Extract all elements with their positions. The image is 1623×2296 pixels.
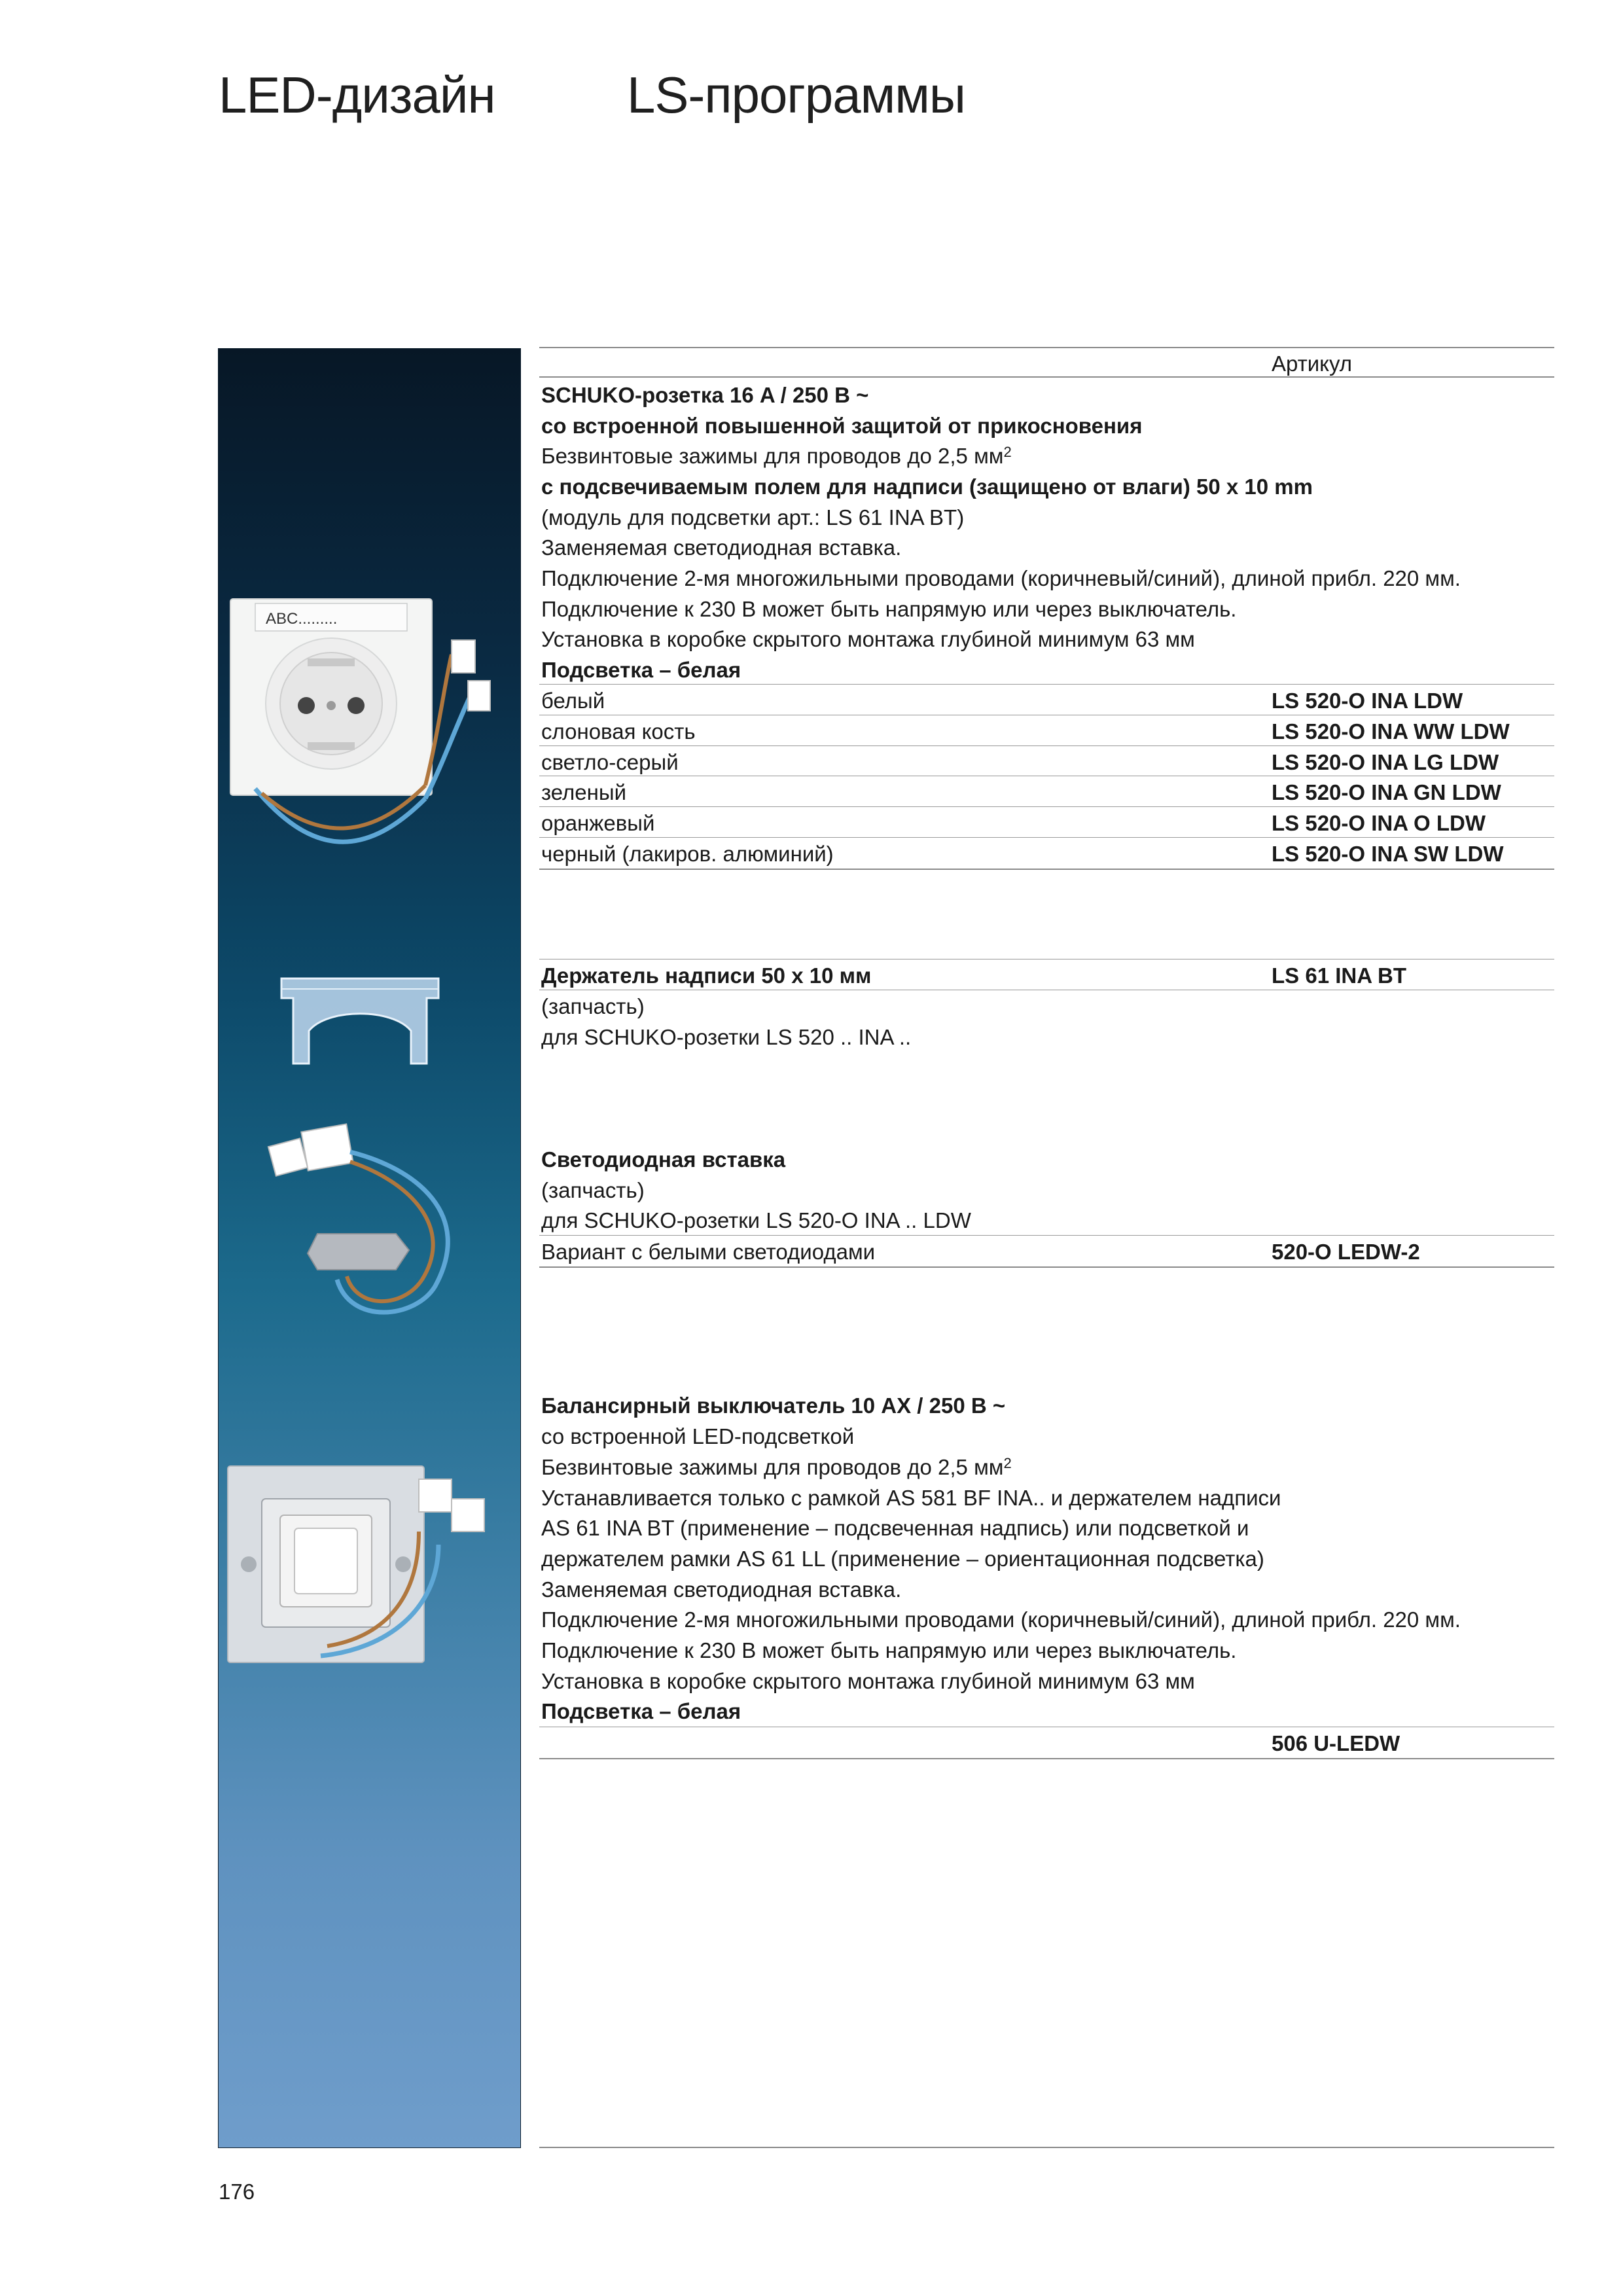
row-rule xyxy=(539,806,1554,807)
variant-label: Вариант с белыми светодиодами xyxy=(541,1240,876,1264)
section1-line-10: Подсветка – белая xyxy=(541,658,741,682)
article-number: LS 520-O INA GN LDW xyxy=(1272,780,1501,804)
article-number: LS 520-O INA SW LDW xyxy=(1272,842,1504,866)
section1-line-5: (модуль для подсветки арт.: LS 61 INA BT) xyxy=(541,505,965,529)
section1-line-3: Безвинтовые зажимы для проводов до 2,5 $мм^2$ xyxy=(541,444,1012,468)
section1-line-6: Заменяемая светодиодная вставка. xyxy=(541,535,902,560)
article-column-header: Артикул xyxy=(1272,351,1353,376)
color-variant-label: слоновая кость xyxy=(541,719,696,744)
table-top-rule xyxy=(539,347,1554,348)
header-right-title: LS-программы xyxy=(627,66,965,124)
section3-line-2: для SCHUKO-розетки LS 520-O INA .. LDW xyxy=(541,1208,971,1232)
row-rule xyxy=(539,684,1554,685)
section1-line-7: Подключение 2-мя многожильными проводами (коричневый/синий), длиной прибл. 220 мм. xyxy=(541,566,1461,590)
section4-line-11: Подсветка – белая xyxy=(541,1699,741,1723)
section1-line-8: Подключение к 230 В может быть напрямую или через выключатель. xyxy=(541,597,1237,621)
color-variant-label: зеленый xyxy=(541,780,627,804)
section4-line-6: держателем рамки AS 61 LL (применение – ориентационная подсветка) xyxy=(541,1547,1264,1571)
page-bottom-rule xyxy=(539,2147,1554,2148)
section4-line-7: Заменяемая светодиодная вставка. xyxy=(541,1577,902,1602)
row-rule xyxy=(539,837,1554,838)
section4-line-2: со встроенной LED-подсветкой xyxy=(541,1424,855,1448)
article-number: 506 U-LEDW xyxy=(1272,1731,1400,1755)
row-rule xyxy=(539,1235,1554,1236)
label-holder-image xyxy=(275,972,445,1070)
section4-line-1: Балансирный выключатель 10 AX / 250 B ~ xyxy=(541,1393,1006,1418)
section4-line-10: Установка в коробке скрытого монтажа глубиной минимум 63 мм xyxy=(541,1669,1195,1693)
color-variant-label: черный (лакиров. алюминий) xyxy=(541,842,834,866)
socket-label-text: ABC......... xyxy=(266,610,338,628)
section4-line-3: Безвинтовые зажимы для проводов до 2,5 $мм^2$ xyxy=(541,1455,1012,1479)
row-rule xyxy=(539,959,1554,960)
article-number: LS 520-O INA LG LDW xyxy=(1272,750,1499,774)
color-variant-label: оранжевый xyxy=(541,811,655,835)
section3-title: Светодиодная вставка xyxy=(541,1147,786,1172)
section4-line-9: Подключение к 230 В может быть напрямую или через выключатель. xyxy=(541,1638,1237,1662)
table-header-rule xyxy=(539,376,1554,378)
article-number: LS 61 INA BT xyxy=(1272,963,1406,988)
section2-line-1: (запчасть) xyxy=(541,994,645,1018)
led-insert-image xyxy=(265,1116,481,1338)
row-rule xyxy=(539,745,1554,746)
schuko-socket-image xyxy=(229,589,517,877)
section2-line-2: для SCHUKO-розетки LS 520 .. INA .. xyxy=(541,1025,912,1049)
section4-line-4: Устанавливается только с рамкой AS 581 BF INA.. и держателем надписи xyxy=(541,1486,1281,1510)
section3-line-1: (запчасть) xyxy=(541,1178,645,1202)
section1-line-4: с подсвечиваемым полем для надписи (защищено от влаги) 50 x 10 mm xyxy=(541,475,1313,499)
section2-title: Держатель надписи 50 x 10 мм xyxy=(541,963,872,988)
section-end-rule xyxy=(539,869,1554,870)
rocker-switch-image xyxy=(223,1440,524,1702)
color-variant-label: светло-серый xyxy=(541,750,679,774)
section-end-rule xyxy=(539,1266,1554,1268)
section-end-rule xyxy=(539,1758,1554,1759)
article-number: 520-O LEDW-2 xyxy=(1272,1240,1420,1264)
section4-line-5: AS 61 INA BT (применение – подсвеченная надпись) или подсветкой и xyxy=(541,1516,1249,1540)
section1-line-1: SCHUKO-розетка 16 A / 250 B ~ xyxy=(541,383,869,407)
article-number: LS 520-O INA O LDW xyxy=(1272,811,1486,835)
header-left-title: LED-дизайн xyxy=(219,66,495,124)
color-variant-label: белый xyxy=(541,689,605,713)
section4-line-8: Подключение 2-мя многожильными проводами (коричневый/синий), длиной прибл. 220 мм. xyxy=(541,1607,1461,1632)
page-number: 176 xyxy=(219,2179,255,2204)
article-number: LS 520-O INA LDW xyxy=(1272,689,1463,713)
section1-line-9: Установка в коробке скрытого монтажа глубиной минимум 63 мм xyxy=(541,627,1195,651)
section1-line-2: со встроенной повышенной защитой от прикосновения xyxy=(541,414,1143,438)
article-number: LS 520-O INA WW LDW xyxy=(1272,719,1510,744)
